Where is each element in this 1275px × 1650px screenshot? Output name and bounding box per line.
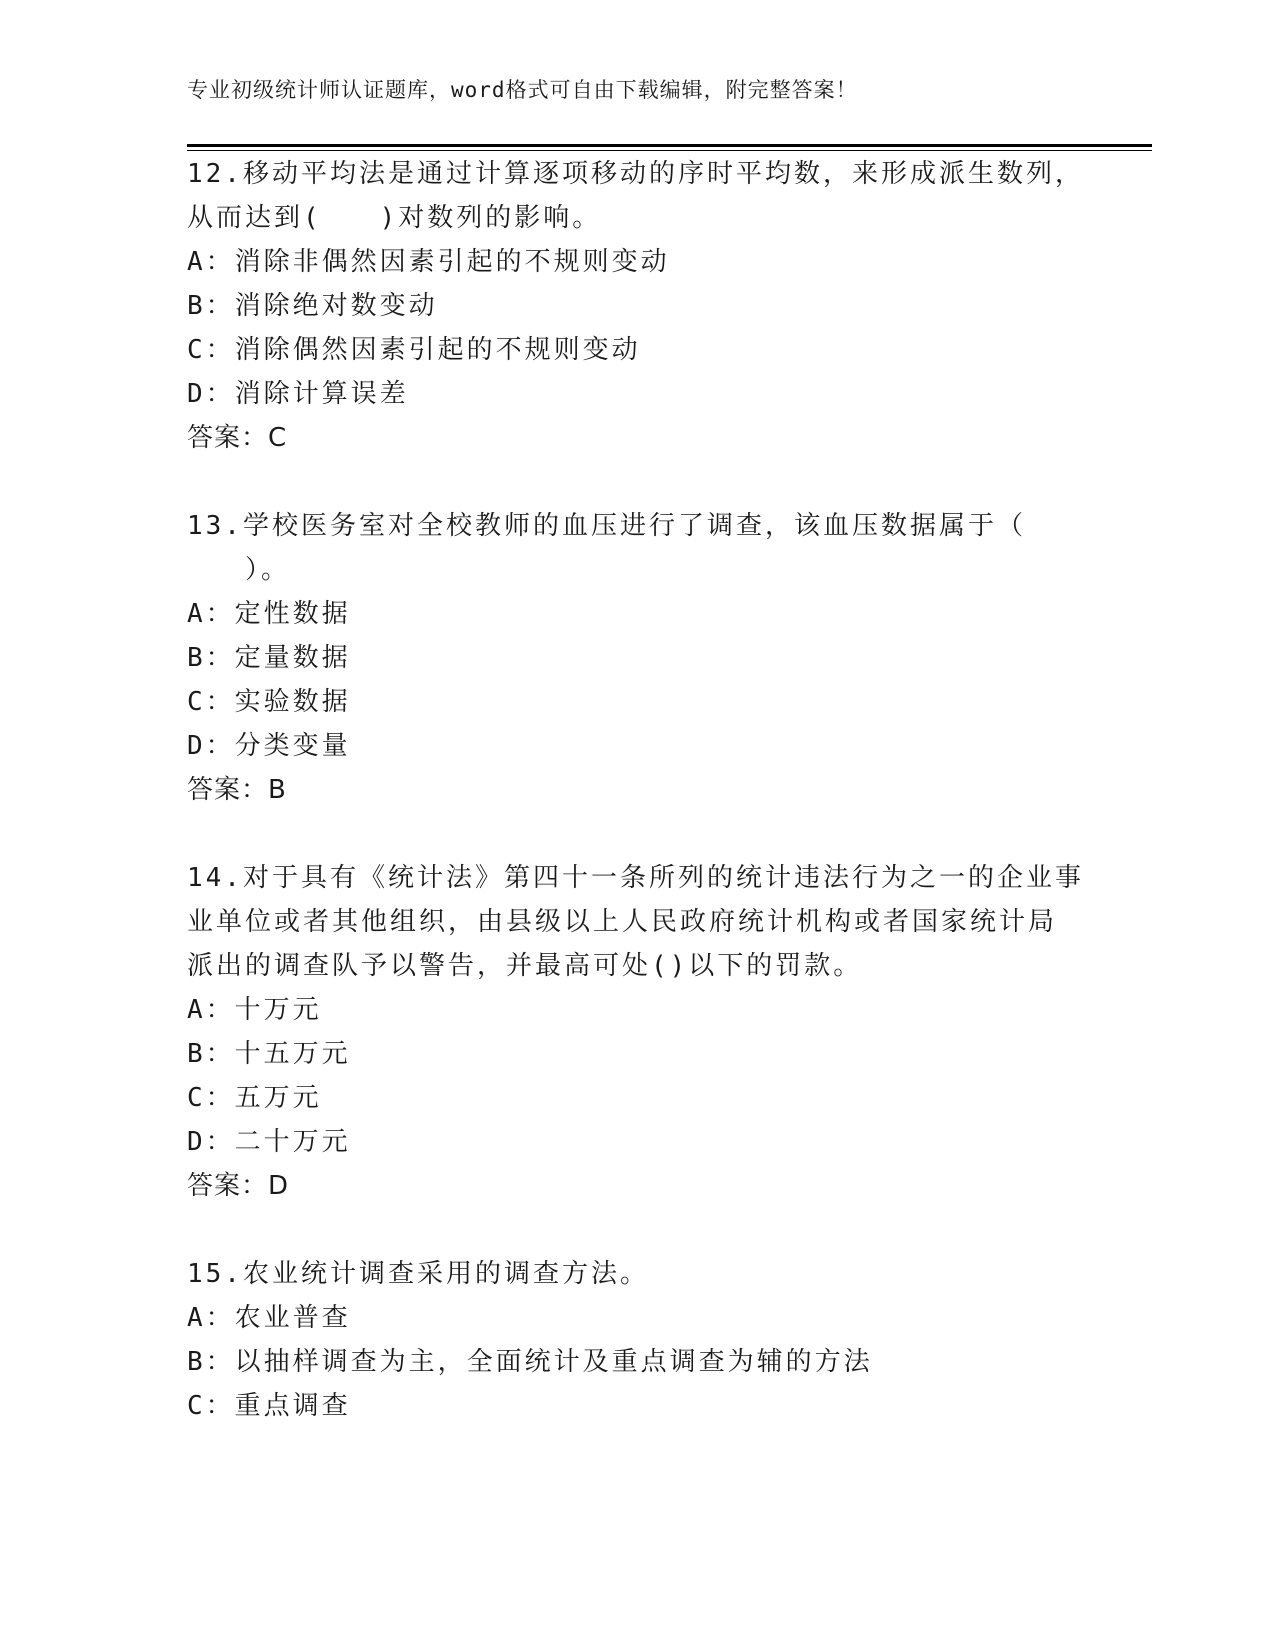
question-14-option-d: D：二十万元 xyxy=(187,1127,351,1157)
question-12-stem-line-2: 从而达到( )对数列的影响。 xyxy=(187,203,602,233)
question-12-option-b: B：消除绝对数变动 xyxy=(187,291,438,321)
question-14-stem-line-1: 14.对于具有《统计法》第四十一条所列的统计违法行为之一的企业事 xyxy=(187,863,1084,893)
question-14-answer: 答案：D xyxy=(187,1171,290,1201)
question-12-answer: 答案：C xyxy=(187,423,288,453)
header-rule-thick xyxy=(187,144,1152,147)
question-14-option-c: C：五万元 xyxy=(187,1083,322,1113)
question-13-answer: 答案：B xyxy=(187,775,287,805)
question-13-option-d: D：分类变量 xyxy=(187,731,351,761)
question-13-option-c: C：实验数据 xyxy=(187,687,351,717)
question-14-option-a: A：十万元 xyxy=(187,995,322,1025)
question-12-option-a: A：消除非偶然因素引起的不规则变动 xyxy=(187,247,670,277)
question-13-stem-line-1: 13.学校医务室对全校教师的血压进行了调查，该血压数据属于（ xyxy=(187,511,1026,541)
question-15-option-c: C：重点调查 xyxy=(187,1391,351,1421)
question-14-stem-line-2: 业单位或者其他组织，由县级以上人民政府统计机构或者国家统计局 xyxy=(187,907,1058,937)
question-14-option-b: B：十五万元 xyxy=(187,1039,351,1069)
question-15-stem-line-1: 15.农业统计调查采用的调查方法。 xyxy=(187,1259,649,1289)
question-15-option-b: B：以抽样调查为主，全面统计及重点调查为辅的方法 xyxy=(187,1347,873,1377)
question-12-option-c: C：消除偶然因素引起的不规则变动 xyxy=(187,335,641,365)
question-13-stem-line-2: ）。 xyxy=(187,555,291,585)
question-13-option-b: B：定量数据 xyxy=(187,643,351,673)
page-header: 专业初级统计师认证题库，word格式可自由下载编辑，附完整答案！ xyxy=(187,78,858,102)
question-12-option-d: D：消除计算误差 xyxy=(187,379,409,409)
question-15-option-a: A：农业普查 xyxy=(187,1303,351,1333)
question-14-stem-line-3: 派出的调查队予以警告，并最高可处()以下的罚款。 xyxy=(187,951,863,981)
question-13-option-a: A：定性数据 xyxy=(187,599,351,629)
question-12-stem-line-1: 12.移动平均法是通过计算逐项移动的序时平均数，来形成派生数列， xyxy=(187,159,1084,189)
header-rule-thin xyxy=(187,150,1152,151)
